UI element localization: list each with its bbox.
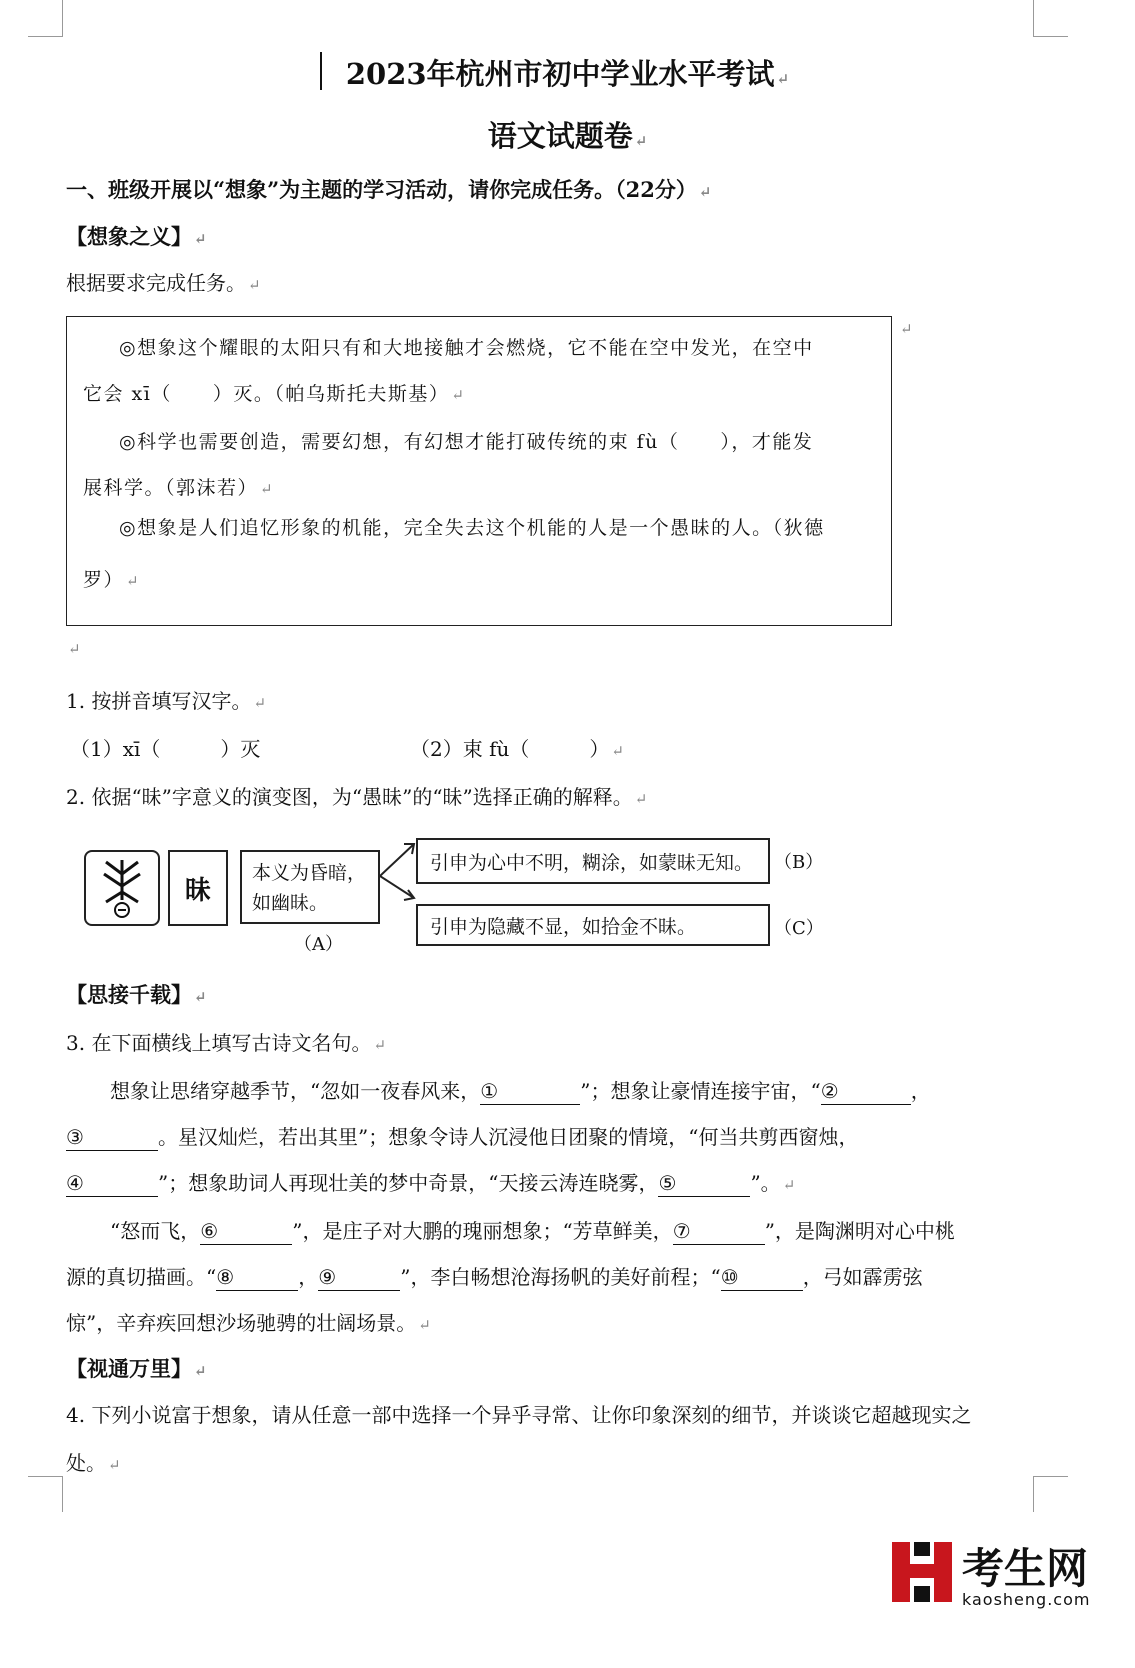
question-4-line: 处。 ↵ xyxy=(66,1451,121,1475)
answer-blank[interactable]: ⑥ xyxy=(200,1218,292,1245)
page-title: 2023年杭州市初中学业水平考试 ↵ xyxy=(345,57,790,91)
crop-mark xyxy=(1033,1476,1068,1477)
quote-line: ◎想象这个耀眼的太阳只有和大地接触才会燃烧，它不能在空中发光，在空中 xyxy=(119,337,814,359)
page-subtitle: 语文试题卷 ↵ xyxy=(487,119,648,153)
quote-line: 它会 xī（ ）灭。（帕乌斯托夫斯基） ↵ xyxy=(83,383,466,405)
logo-name: 考生网 xyxy=(962,1544,1089,1593)
crop-mark xyxy=(1033,36,1068,37)
answer-blank[interactable]: ⑧ xyxy=(216,1264,298,1291)
answer-blank[interactable]: ③ xyxy=(66,1124,158,1151)
question-3-line: 源的真切描画。“⑧ ，⑨ ”，李白畅想沧海扬帆的美好前程；“⑩ ，弓如霹雳弦 xyxy=(66,1265,923,1289)
crop-mark xyxy=(62,1476,63,1512)
meaning-c-box: 引申为隐藏不显，如拾金不昧。 xyxy=(416,904,770,946)
answer-blank[interactable]: ⑦ xyxy=(673,1218,765,1245)
meaning-a-label: （A） xyxy=(294,934,343,955)
meaning-b-box: 引申为心中不明，糊涂，如蒙昧无知。 xyxy=(416,838,770,884)
quote-line: 罗） ↵ xyxy=(83,569,141,591)
part-heading: 【思接千载】 ↵ xyxy=(66,982,207,1007)
question-3-line: 想象让思绪穿越季节，“忽如一夜春风来，① ”；想象让豪情连接宇宙，“② ， xyxy=(110,1079,931,1103)
branch-arrows-icon xyxy=(378,838,420,938)
question-1-item-2: （2）束 fù（ ） ↵ xyxy=(410,737,624,761)
ancient-glyph-icon xyxy=(86,852,158,924)
answer-blank[interactable]: ⑨ xyxy=(318,1264,400,1291)
crop-mark xyxy=(28,1476,63,1477)
question-3-line: ③ 。星汉灿烂，若出其里”；想象令诗人沉浸他日团聚的情境，“何当共剪西窗烛， xyxy=(66,1125,859,1149)
crop-mark xyxy=(28,36,63,37)
question-3-line: ④ ”；想象助词人再现壮美的梦中奇景，“天接云涛连晓雾，⑤ ”。 ↵ xyxy=(66,1171,796,1195)
logo-mark-icon xyxy=(890,1540,954,1604)
answer-blank[interactable]: ② xyxy=(821,1078,911,1105)
answer-blank[interactable]: ⑤ xyxy=(658,1170,750,1197)
question-3-line: “怒而飞，⑥ ”，是庄子对大鹏的瑰丽想象；“芳草鲜美，⑦ ”，是陶渊明对心中桃 xyxy=(110,1219,955,1243)
meaning-a-box: 本义为昏暗，如幽昧。 xyxy=(240,850,380,924)
question-1-item-1: （1）xī（ ）灭 xyxy=(70,737,261,761)
question-1-stem: 1. 按拼音填写汉字。 ↵ xyxy=(66,689,267,713)
part-heading: 【视通万里】 ↵ xyxy=(66,1356,207,1381)
meaning-b-label: （B） xyxy=(774,852,824,873)
question-3-line: 惊”，辛弃疾回想沙场驰骋的壮阔场景。 ↵ xyxy=(66,1311,431,1335)
quote-line: ◎想象是人们追忆形象的机能，完全失去这个机能的人是一个愚昧的人。（狄德 xyxy=(119,517,825,539)
crop-mark xyxy=(62,0,63,36)
ancient-character-image xyxy=(84,850,160,926)
paragraph-mark: ↵ xyxy=(68,640,81,658)
quote-line: 展科学。（郭沫若） ↵ xyxy=(83,477,275,499)
crop-mark xyxy=(1033,1476,1034,1512)
quote-box xyxy=(66,316,892,626)
quote-line: ◎科学也需要创造，需要幻想，有幻想才能打破传统的束 fù（ ），才能发 xyxy=(119,431,814,453)
instruction: 根据要求完成任务。 ↵ xyxy=(66,271,261,295)
question-2-stem: 2. 依据“昧”字意义的演变图，为“愚昧”的“昧”选择正确的解释。 ↵ xyxy=(66,785,648,809)
answer-blank[interactable]: ① xyxy=(480,1078,580,1105)
etymology-diagram xyxy=(80,838,880,968)
question-4-line: 4. 下列小说富于想象，请从任意一部中选择一个异乎寻常、让你印象深刻的细节，并谈谈它超越现实之 xyxy=(66,1403,972,1427)
meaning-c-label: （C） xyxy=(774,918,824,939)
question-3-stem: 3. 在下面横线上填写古诗文名句。 ↵ xyxy=(66,1031,387,1055)
logo-url: kaosheng.com xyxy=(962,1590,1091,1609)
answer-blank[interactable]: ④ xyxy=(66,1170,158,1197)
part-heading: 【想象之义】 ↵ xyxy=(66,224,207,249)
crop-mark xyxy=(1033,0,1034,36)
character-box: 昧 xyxy=(168,850,228,926)
answer-blank[interactable]: ⑩ xyxy=(721,1264,803,1291)
site-logo xyxy=(890,1540,1090,1618)
section-heading: 一、班级开展以“想象”为主题的学习活动，请你完成任务。（22分） ↵ xyxy=(66,177,712,202)
paragraph-mark: ↵ xyxy=(900,320,913,338)
